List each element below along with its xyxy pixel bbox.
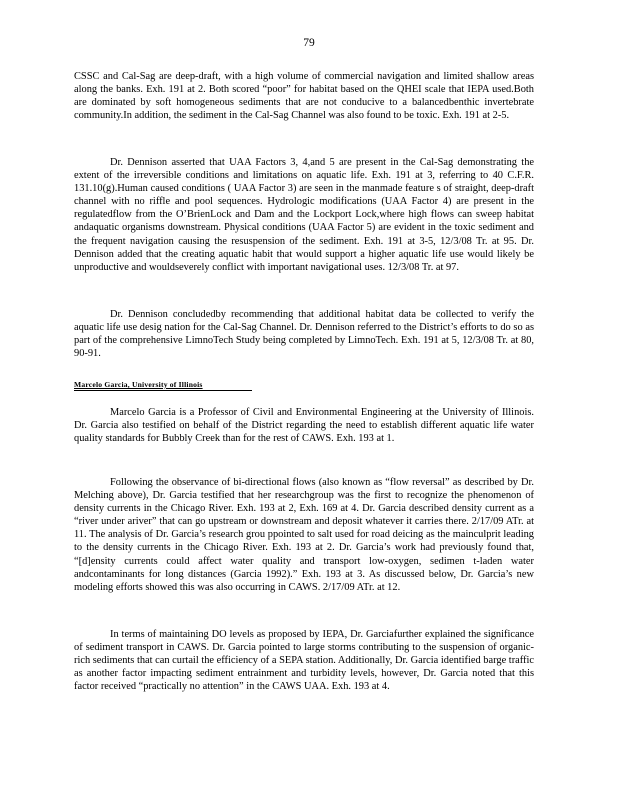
- paragraph-garcia-do-levels: In terms of maintaining DO levels as proposed by IEPA, Dr. Garciafurther explained the significance of sediment transport in CAWS. Dr. Garcia pointed to large storms contributing to the suspension of organic-rich sediments that can curtail the efficiency of a SEPA station. Additionally, Dr. Garcia identified barge traffic as another factor impacting sediment entrainment and turbidity levels, however, Dr. Garcia noted that this factor received “practically no attention” in the CAWS UAA. Exh. 193 at 4.: [74, 629, 534, 693]
- paragraph-dennison-recommendation: Dr. Dennison concludedby recommending that additional habitat data be collected to verify the aquatic life use desig nation for the Cal-Sag Channel. Dr. Dennison referred to the District’s efforts to do so as part of the comprehensive LimnoTech Study being completed by LimnoTech. Exh. 191 at 5, 12/3/08 Tr. at 80, 90-91.: [74, 309, 534, 360]
- paragraph-garcia-intro: Marcelo Garcia is a Professor of Civil and Environmental Engineering at the University of Illinois. Dr. Garcia also testified on behalf of the District regarding the need to establish different aquatic life water quality standards for Bubbly Creek than for the rest of CAWS. Exh. 193 at 1.: [74, 407, 534, 445]
- paragraph-dennison-uaa-factors: Dr. Dennison asserted that UAA Factors 3, 4,and 5 are present in the Cal-Sag demonstrating the extent of the irreversible conditions and limitations on aquatic life. Exh. 191 at 3, referring to 40 C.F.R. 131.10(g).Human caused conditions ( UAA Factor 3) are seen in the manmade feature s of straight, deep-draft channel with no riffle and pool sequences. Hydrologic modifications (UAA Factor 4) are present in the regulatedflow from the O’BrienLock and Dam and the Lockport Lock,where high flows can sweep habitat andaquatic organisms downstream. Physical conditions (UAA Factor 5) are evident in the toxic sediment and the frequent navigation causing the resuspension of the sediment. Exh. 191 at 3-5, 12/3/08 Tr. at 95. Dr. Dennison added that the creating aquatic habit that would support a higher aquatic life use would likely be unproductive and wouldseverely conflict with important navigational uses. 12/3/08 Tr. at 97.: [74, 157, 534, 273]
- paragraph-garcia-density-currents: Following the observance of bi-directional flows (also known as “flow reversal” as described by Dr. Melching above), Dr. Garcia testified that her researchgroup was the first to recognize the phenomenon of density currents in the Chicago River. Exh. 193 at 2, Exh. 169 at 4. Dr. Garcia described density current as a “river under ariver” that can go upstream or downstream and deposit whatever it carries there. 2/17/09 ATr. at 11. The analysis of Dr. Garcia’s research grou ppointed to salt used for road deicing as the mainculprit leading to the density currents in the Chicago River. Exh. 193 at 2. Dr. Garcia’s work had previously found that, “[d]ensity currents could affect water quality and transport low-oxygen, sedimen t-laden water andcontaminants for long distances (Garcia 1992).” Exh. 193 at 3. As discussed below, Dr. Garcia’s new modeling efforts showed this was also occurring in CAWS. 2/17/09 ATr. at 12.: [74, 477, 534, 593]
- section-heading: [74, 380, 203, 390]
- section-heading-text: Marcelo Garcia, University of Illinois: [74, 380, 203, 389]
- paragraph-cssc-calsag: CSSC and Cal-Sag are deep-draft, with a high volume of commercial navigation and limited shallow areas along the banks. Exh. 191 at 2. Both scored “poor” for habitat based on the QHEI scale that IEPA used.Both are dominated by soft homogeneous sediments that are not conducive to a balancedbenthic invertebrate community.In addition, the sediment in the Cal-Sag Channel was also found to be toxic. Exh. 191 at 2-5.: [74, 71, 534, 122]
- page-number: 79: [303, 37, 315, 49]
- section-divider: [74, 390, 252, 391]
